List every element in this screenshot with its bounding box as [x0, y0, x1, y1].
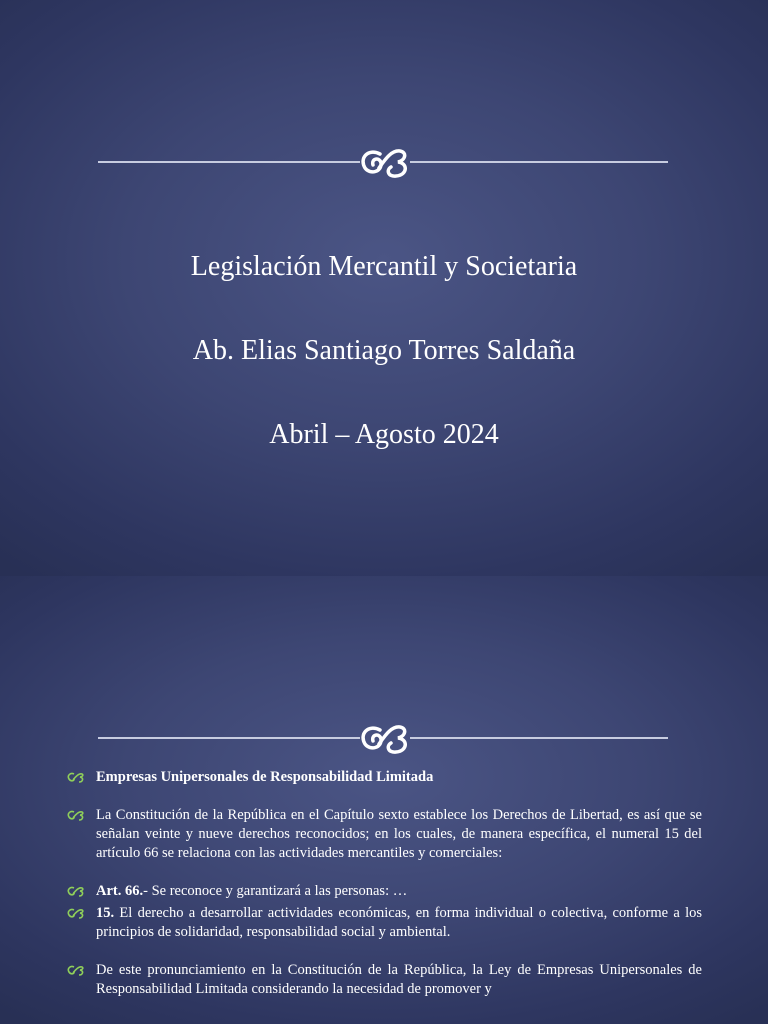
bullet-item [66, 806, 702, 863]
bullet-item [66, 768, 702, 787]
scroll-bullet-icon [66, 907, 84, 919]
scroll-bullet-icon [66, 771, 84, 783]
scroll-bullet-icon [66, 885, 84, 897]
divider-line-left [98, 737, 360, 739]
bullet-item [66, 882, 702, 901]
divider-line-left [98, 161, 360, 163]
content-slide [0, 576, 768, 1024]
bullet-bold-text: Art. 66. [96, 883, 144, 899]
bullet-item [66, 961, 702, 999]
bullet-text: De este pronunciamiento en la Constitución de la República, la Ley de Empresas Unipersonales de Responsabilidad Limitada considerando la necesidad de promover y [96, 962, 702, 997]
divider-line-right [410, 161, 668, 163]
scroll-flourish-icon [356, 142, 412, 182]
scroll-bullet-icon [66, 964, 84, 976]
bullet-text: El derecho a desarrollar actividades económicas, en forma individual o colectiva, conforme a los principios de solidaridad, responsabilidad social y ambiental. [96, 905, 702, 940]
bullet-text: - Se reconoce y garantizará a las personas: … [143, 883, 408, 899]
bullet-item [66, 904, 702, 942]
presenter-name: Ab. Elias Santiago Torres Saldaña [192, 335, 576, 366]
scroll-bullet-icon [66, 809, 84, 821]
bullet-bold-text: Empresas Unipersonales de Responsabilidad Limitada [96, 769, 434, 785]
ornamental-divider [98, 142, 668, 182]
scroll-flourish-icon [356, 718, 412, 758]
ornamental-divider [98, 718, 668, 758]
presentation-title: Legislación Mercantil y Societaria [190, 251, 578, 282]
bullet-text: La Constitución de la República en el Capítulo sexto establece los Derechos de Libertad, es así que se señalan veinte y nueve derechos reconocidos; en los cuales, de manera específica, el numeral 15 del artículo 66 se relaciona con las actividades mercantiles y comerciales: [96, 807, 702, 861]
bullet-bold-text: 15. [96, 905, 115, 921]
divider-line-right [410, 737, 668, 739]
term-period: Abril – Agosto 2024 [269, 419, 499, 450]
slide-body [66, 768, 702, 999]
